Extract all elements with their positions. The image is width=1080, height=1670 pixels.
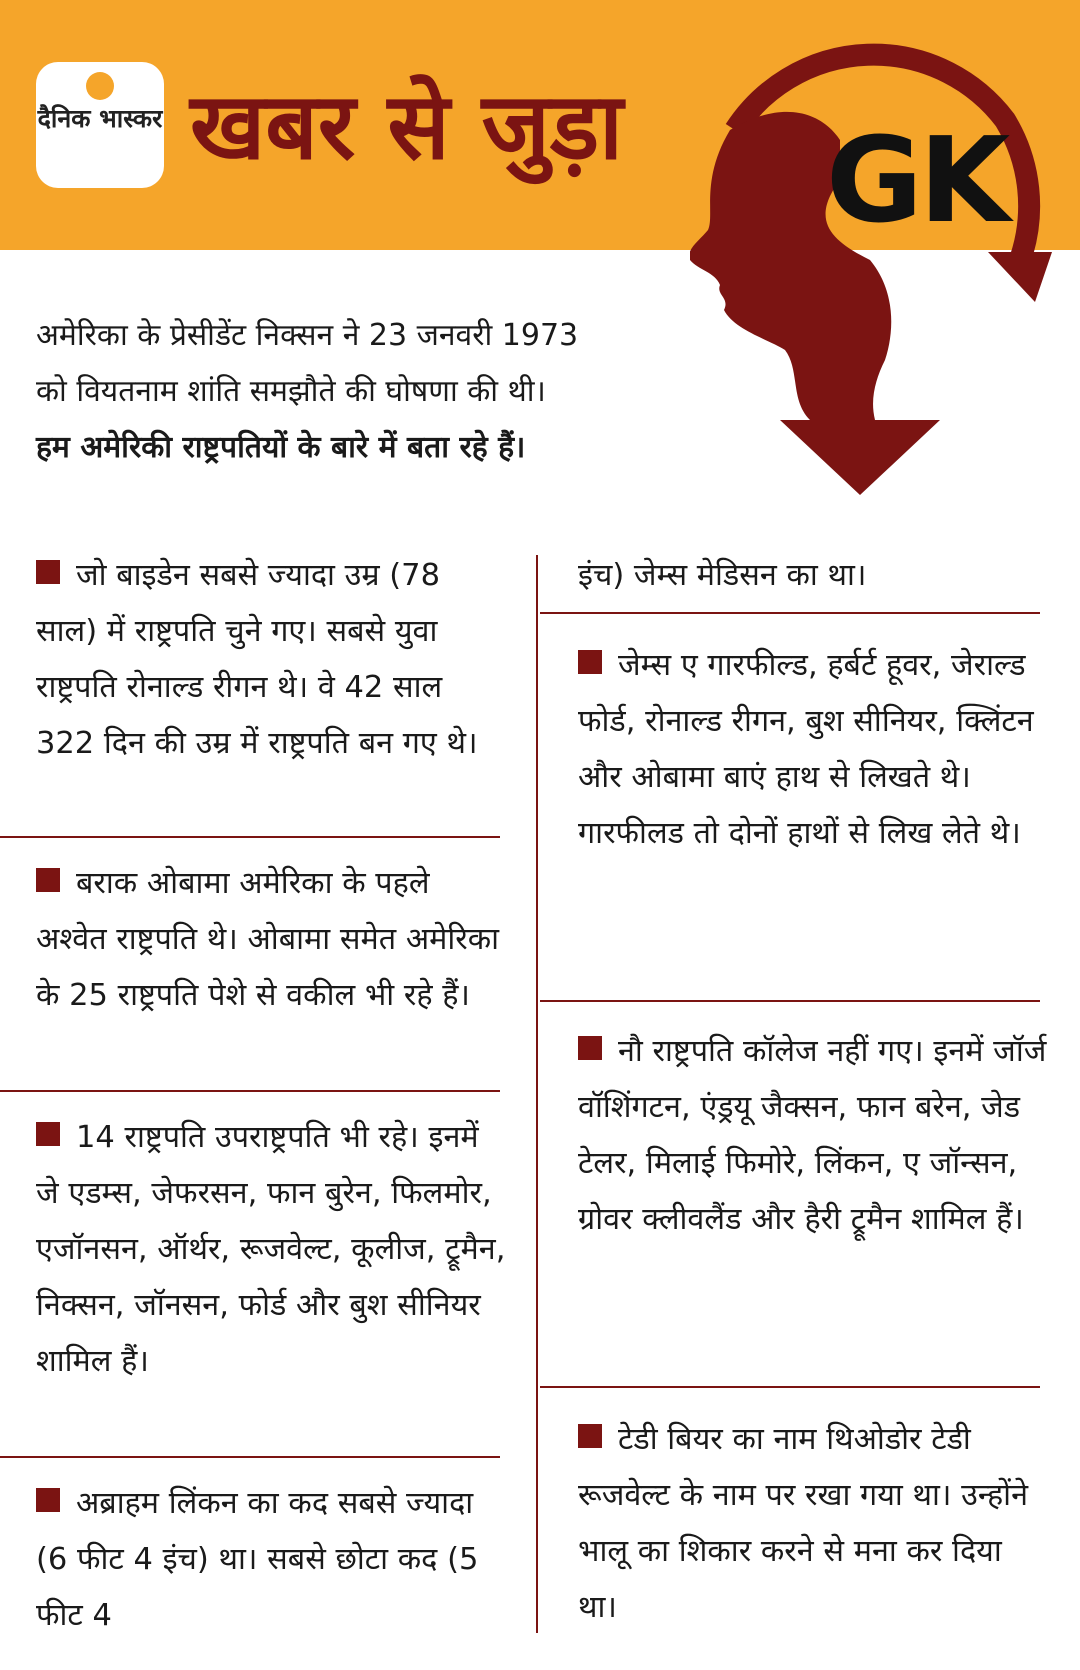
column-divider xyxy=(536,555,538,1633)
fact-text: 14 राष्ट्रपति उपराष्ट्रपति भी रहे। इनमें जे एडम्स, जेफरसन, फान बुरेन, फिलमोर, एजॉनसन, ऑर्थर, रूजवेल्ट, कूलीज, ट्रूमैन, निक्सन, जॉनसन, फोर्ड और बुश सीनियर शामिल हैं। xyxy=(36,1120,506,1379)
fact-item xyxy=(578,1024,1048,1248)
divider xyxy=(540,1386,1040,1388)
bullet-square-icon xyxy=(578,650,602,674)
fact-item xyxy=(36,1110,506,1390)
fact-text: जेम्स ए गारफील्ड, हर्बर्ट हूवर, जेराल्ड फोर्ड, रोनाल्ड रीगन, बुश सीनियर, क्लिंटन और ओबामा बाएं हाथ से लिखते थे। गारफीलड तो दोनों हाथों से लिख लेते थे। xyxy=(578,648,1034,851)
fact-text: बराक ओबामा अमेरिका के पहले अश्वेत राष्ट्रपति थे। ओबामा समेत अमेरिका के 25 राष्ट्रपति पेशे से वकील भी रहे हैं। xyxy=(36,866,500,1013)
intro-line-bold: हम अमेरिकी राष्ट्रपतियों के बारे में बता रहे हैं। xyxy=(36,430,526,465)
divider xyxy=(0,836,500,838)
fact-text: टेडी बियर का नाम थिओडोर टेडी रूजवेल्ट के नाम पर रखा गया था। उन्होंने भालू का शिकार करने से मना कर दिया था। xyxy=(578,1422,1028,1625)
divider xyxy=(0,1090,500,1092)
gk-badge: GK xyxy=(826,111,1007,249)
divider xyxy=(540,1000,1040,1002)
sun-icon xyxy=(86,72,114,100)
divider xyxy=(540,612,1040,614)
fact-item xyxy=(578,638,1048,862)
fact-item xyxy=(36,548,506,772)
bullet-square-icon xyxy=(578,1424,602,1448)
bullet-square-icon xyxy=(578,1036,602,1060)
page-title: खबर से जुड़ा xyxy=(190,73,623,180)
intro-line: को वियतनाम शांति समझौते की घोषणा की थी। xyxy=(36,374,546,409)
fact-continuation: इंच) जेम्स मेडिसन का था। xyxy=(578,558,867,593)
intro-text xyxy=(36,308,726,476)
intro-line: अमेरिका के प्रेसीडेंट निक्सन ने 23 जनवरी 1973 xyxy=(36,318,579,353)
bullet-square-icon xyxy=(36,1122,60,1146)
logo-text: दैनिक भास्कर xyxy=(37,104,163,133)
divider xyxy=(0,1456,500,1458)
bullet-square-icon xyxy=(36,1488,60,1512)
bullet-square-icon xyxy=(36,868,60,892)
fact-item xyxy=(36,1476,506,1644)
fact-text: जो बाइडेन सबसे ज्यादा उम्र (78 साल) में राष्ट्रपति चुने गए। सबसे युवा राष्ट्रपति रोनाल्ड रीगन थे। वे 42 साल 322 दिन की उम्र में राष्ट्रपति बन गए थे। xyxy=(36,558,478,761)
fact-item xyxy=(578,1412,1048,1636)
fact-item xyxy=(36,856,506,1024)
dainik-bhaskar-logo xyxy=(36,62,164,188)
fact-text: अब्राहम लिंकन का कद सबसे ज्यादा (6 फीट 4 इंच) था। सबसे छोटा कद (5 फीट 4 xyxy=(36,1486,479,1633)
bullet-square-icon xyxy=(36,560,60,584)
fact-text: नौ राष्ट्रपति कॉलेज नहीं गए। इनमें जॉर्ज वॉशिंगटन, एंड्रयू जैक्सन, फान बरेन, जेड टेलर, मिलाई फिमोरे, लिंकन, ए जॉन्सन, ग्रोवर क्लीवलैंड और हैरी ट्रूमैन शामिल हैं। xyxy=(578,1034,1047,1237)
